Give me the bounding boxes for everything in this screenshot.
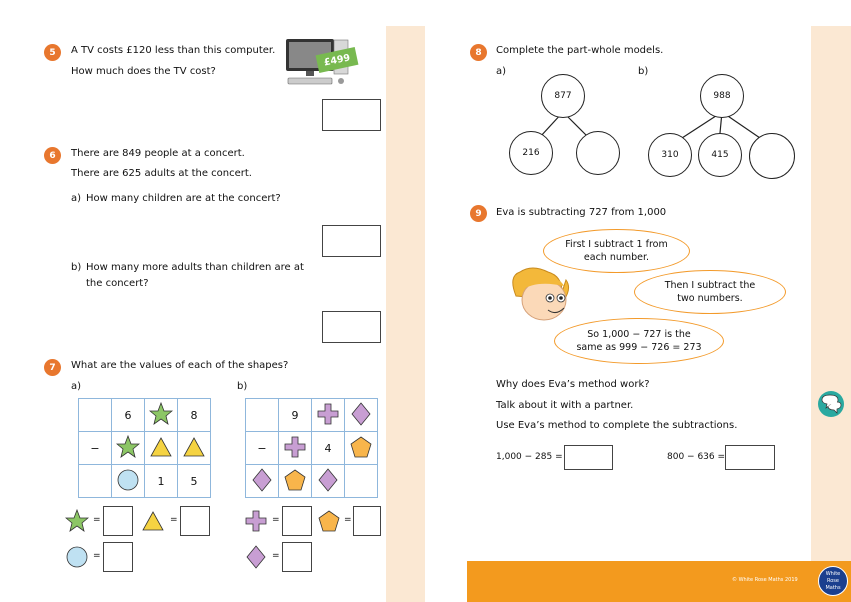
diamond-icon [251,468,273,492]
grid-b-cell: 9 [279,399,312,432]
circle-icon [116,468,140,492]
grid-b-cell [312,465,345,498]
grid-a-cell [145,432,178,465]
star-icon [65,509,89,533]
q6b-answer-box[interactable] [322,311,381,343]
price-tag-text: £499 [322,51,352,69]
grid-b-cell [345,465,378,498]
star-icon [116,435,140,459]
q6-b-text2: the concert? [86,278,149,289]
grid-a-cell [112,465,145,498]
grid-a-cell [145,399,178,432]
grid-a-cell: 8 [178,399,211,432]
diamond-icon [350,402,372,426]
equals-sign: = [272,515,280,525]
q5-line2: How much does the TV cost? [71,66,216,77]
logo-text-1: White [825,570,841,577]
grid-a-cell: − [79,432,112,465]
q8-a-label: a) [496,66,507,77]
grid-b-cell: 4 [312,432,345,465]
circle-icon [65,545,89,569]
question-number-9: 9 [470,205,487,222]
part-whole-b-whole [700,74,744,118]
part-whole-b-part-3[interactable] [749,133,795,179]
grid-b-cell [279,465,312,498]
diamond-icon [245,545,267,569]
q6-b-text1: How many more adults than children are at [86,262,304,273]
bubble-1-line-1: First I subtract 1 from [565,239,668,250]
grid-b-cell [246,399,279,432]
q7-grid-a [78,398,211,498]
q6-a-text: How many children are at the concert? [86,193,281,204]
question-number-8: 8 [470,44,487,61]
grid-b-cell [345,399,378,432]
equals-sign: = [93,551,101,561]
triangle-icon [141,510,165,532]
q7-a-label: a) [71,381,82,392]
q9-question: Eva is subtracting 727 from 1,000 [496,207,667,218]
q7-grid-b [245,398,378,498]
calc-2-answer-box[interactable] [725,445,775,470]
white-rose-maths-logo [818,566,848,596]
cross-icon [284,436,306,458]
bubble-2-line-1: Then I subtract the [664,280,756,291]
bubble-1-line-2: each number. [583,252,650,263]
q6-line1: There are 849 people at a concert. [71,148,245,159]
cross-answer-box[interactable] [282,506,312,536]
grid-b-cell [279,432,312,465]
grid-b-cell [312,399,345,432]
triangle-answer-box[interactable] [180,506,210,536]
q9-why: Why does Eva’s method work? [496,379,650,390]
q6-b-label: b) [71,262,82,273]
logo-text-3: Maths [825,584,841,591]
eva-character-icon [506,266,576,326]
grid-a-cell: 6 [112,399,145,432]
grid-b-cell [345,432,378,465]
triangle-icon [182,436,206,458]
part-whole-b-part-2-value: 415 [711,150,729,160]
grid-a-cell [112,432,145,465]
speech-bubble-2 [634,270,786,314]
copyright-text: © White Rose Maths 2019 [732,577,798,583]
question-number-7: 7 [44,359,61,376]
cross-icon [317,403,339,425]
grid-a-cell [178,432,211,465]
triangle-icon [149,436,173,458]
part-whole-b-part-2 [698,133,742,177]
grid-b-cell: − [246,432,279,465]
equals-sign: = [170,515,178,525]
q9-use: Use Eva’s method to complete the subtractions. [496,420,738,431]
q9-calc-2: 800 − 636 = [667,452,726,462]
q9-calc-1: 1,000 − 285 = [496,452,563,462]
grid-b-cell [246,465,279,498]
pentagon-icon [284,469,306,491]
part-whole-a-part-1-value: 216 [522,148,540,158]
q7-question: What are the values of each of the shapes? [71,360,289,371]
equals-sign: = [344,515,352,525]
q6-line2: There are 625 adults at the concert. [71,168,252,179]
question-number-5: 5 [44,44,61,61]
bubble-2-line-2: two numbers. [677,293,743,304]
q8-b-label: b) [638,66,649,77]
diamond-answer-box[interactable] [282,542,312,572]
part-whole-b-part-1 [648,133,692,177]
grid-a-cell [79,465,112,498]
part-whole-a-part-1 [509,131,553,175]
part-whole-a-whole [541,74,585,118]
cross-icon [245,510,267,532]
q5-line1: A TV costs £120 less than this computer. [71,45,276,56]
q9-talk: Talk about it with a partner. [496,400,634,411]
part-whole-a-whole-value: 877 [554,91,572,101]
part-whole-b-part-1-value: 310 [661,150,679,160]
q6-a-label: a) [71,193,82,204]
grid-a-cell: 1 [145,465,178,498]
pentagon-icon [350,436,372,458]
circle-answer-box[interactable] [103,542,133,572]
part-whole-a-part-2[interactable] [576,131,620,175]
bubble-3-line-2: same as 999 − 726 = 273 [576,342,702,353]
discussion-icon [816,390,846,418]
question-number-6: 6 [44,147,61,164]
logo-text-2: Rose [827,577,839,584]
equals-sign: = [272,551,280,561]
grid-a-cell: 5 [178,465,211,498]
bubble-3-line-1: So 1,000 − 727 is the [587,329,691,340]
star-answer-box[interactable] [103,506,133,536]
pentagon-answer-box[interactable] [353,506,381,536]
speech-bubble-3 [554,318,724,364]
q6a-answer-box[interactable] [322,225,381,257]
part-whole-b-whole-value: 988 [713,91,731,101]
q7-b-label: b) [237,381,248,392]
diamond-icon [317,468,339,492]
calc-1-answer-box[interactable] [564,445,613,470]
pentagon-icon [318,510,340,532]
grid-a-cell [79,399,112,432]
equals-sign: = [93,515,101,525]
q8-question: Complete the part-whole models. [496,45,664,56]
star-icon [149,402,173,426]
